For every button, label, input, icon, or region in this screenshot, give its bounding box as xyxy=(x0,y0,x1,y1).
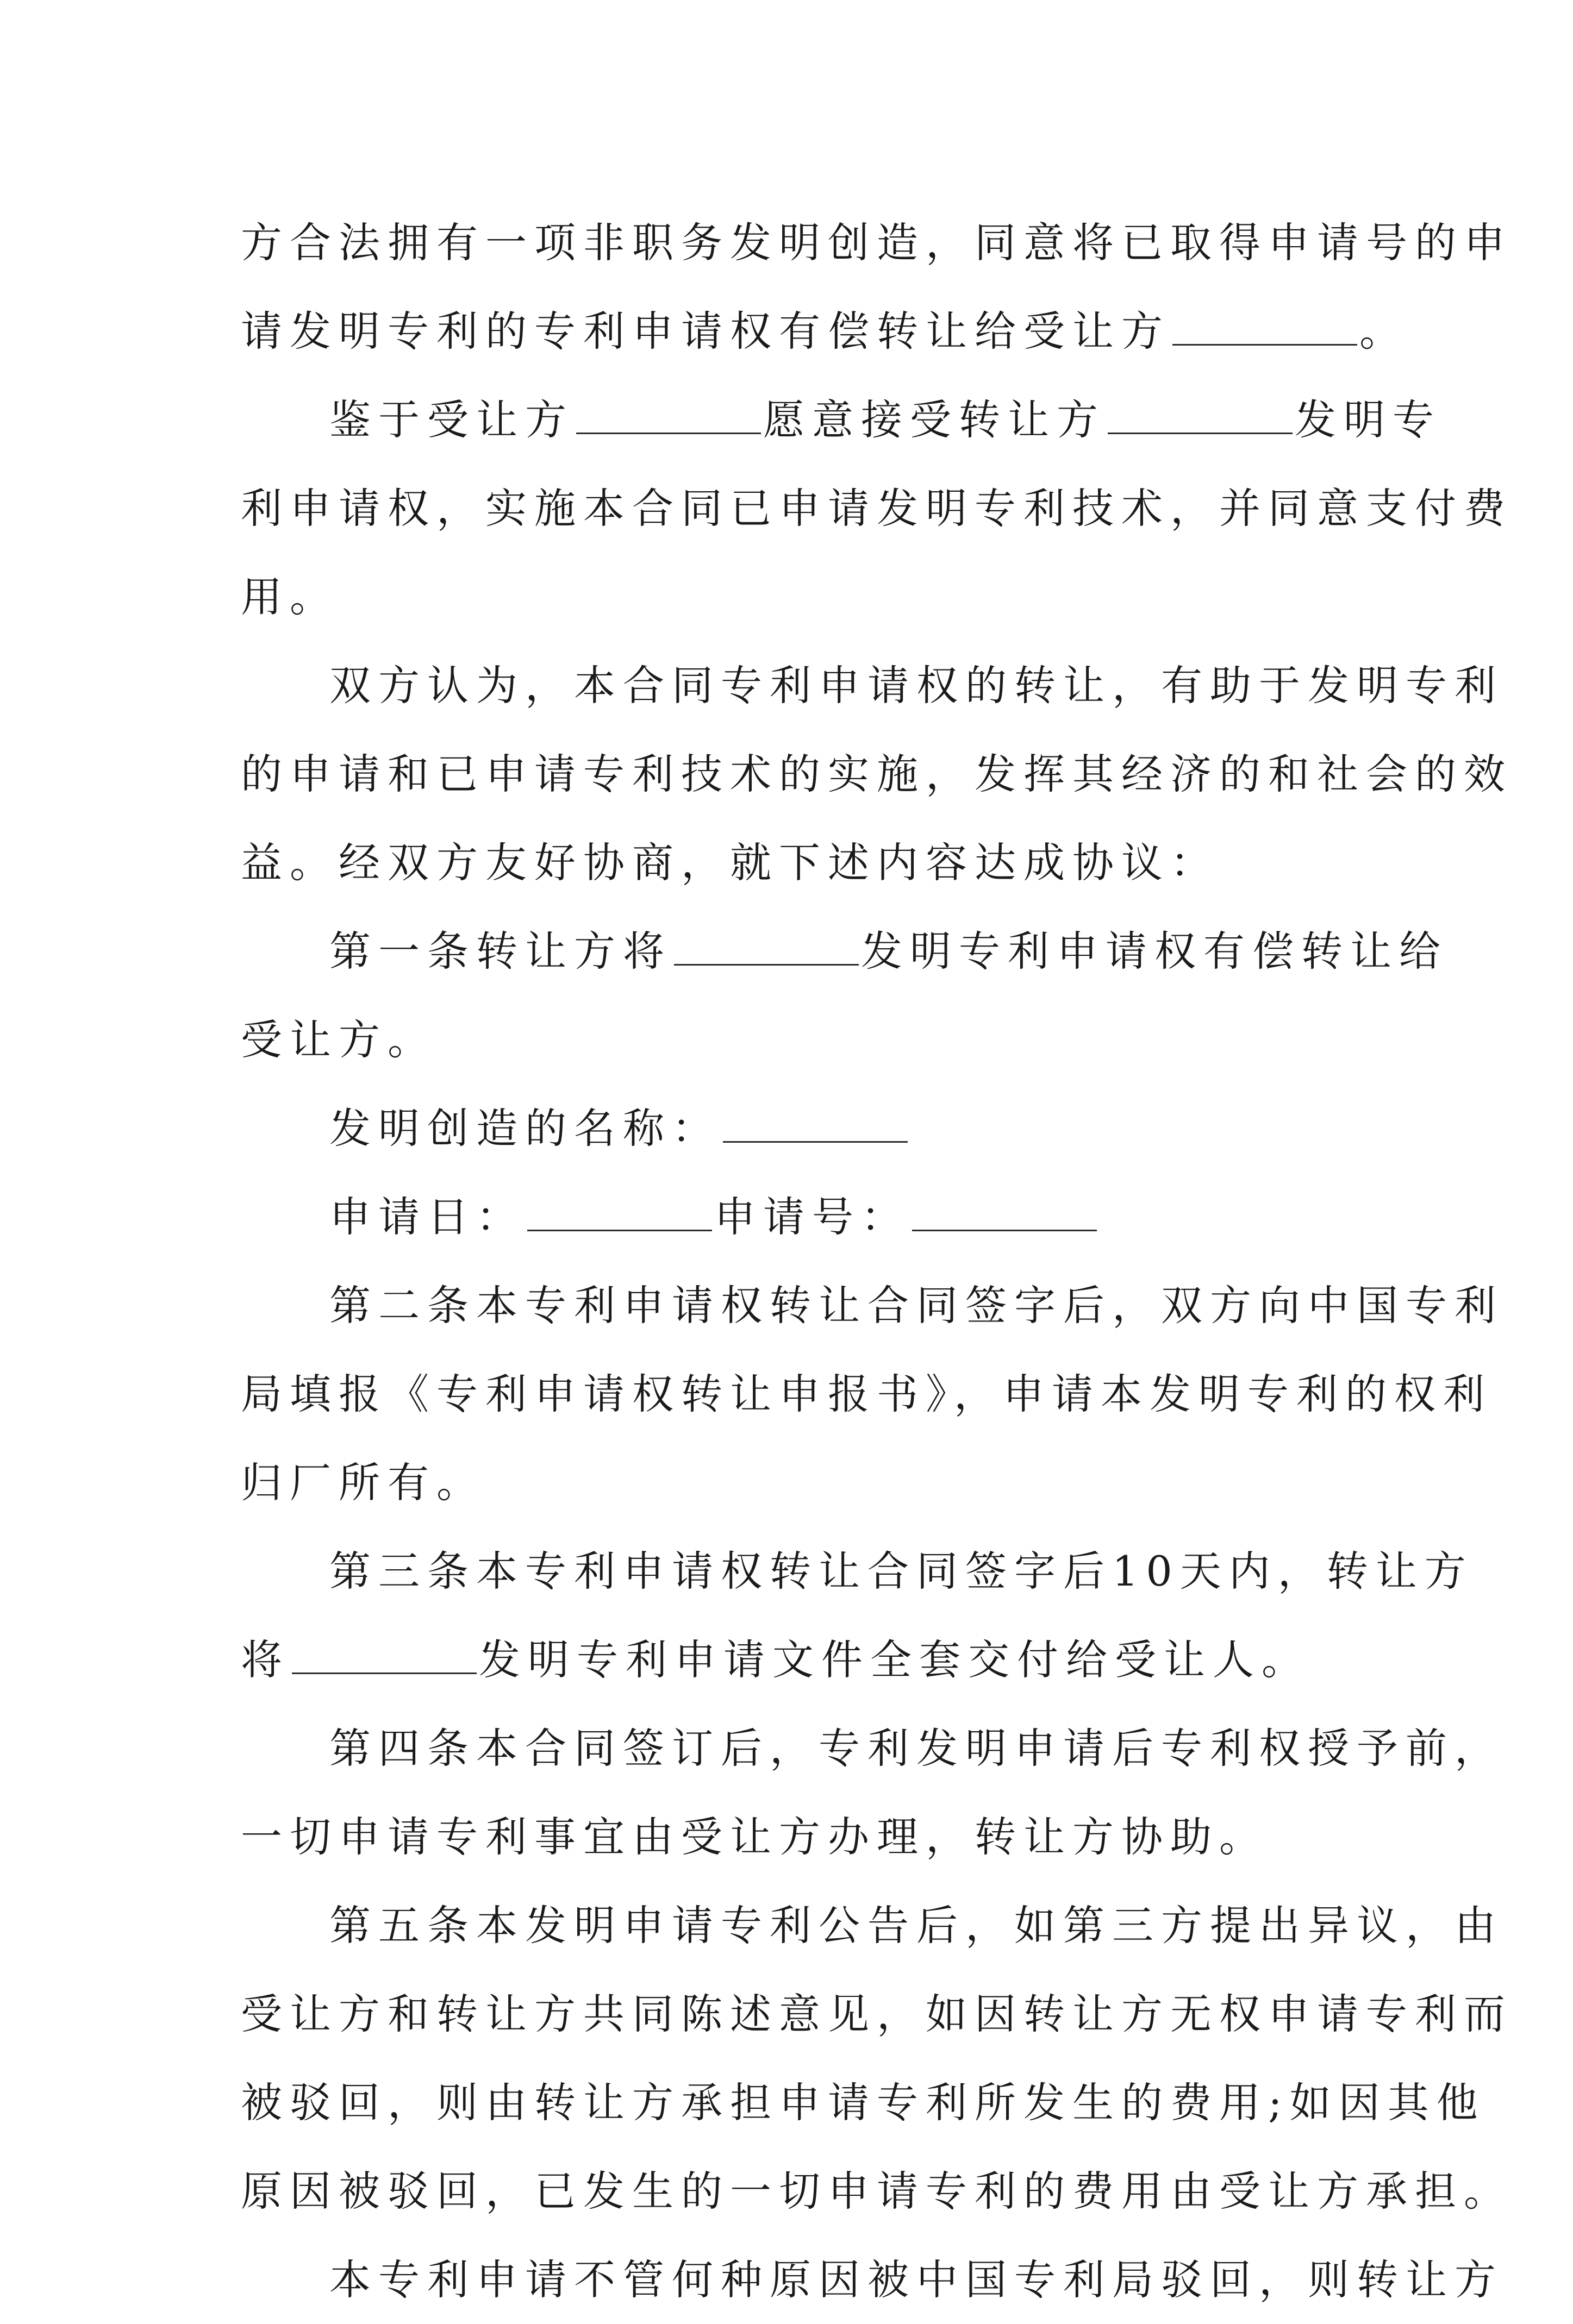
fill-in-blank xyxy=(292,1632,477,1674)
text-segment: 益。经双方友好协商，就下述内容达成协议： xyxy=(241,838,1219,887)
text-line xyxy=(241,375,1441,464)
text-segment: 受让方。 xyxy=(241,1016,436,1064)
fill-in-blank xyxy=(527,1189,712,1231)
text-segment: 用。 xyxy=(241,573,339,621)
text-segment: 本专利申请不管何种原因被中国专利局驳回，则转让方 xyxy=(329,2256,1503,2304)
text-line xyxy=(241,287,1408,375)
text-segment: 请发明专利的专利申请权有偿转让给受让方 xyxy=(241,307,1170,355)
text-line xyxy=(241,2147,1513,2235)
fill-in-blank xyxy=(723,1101,908,1143)
fill-in-blank xyxy=(576,392,761,434)
text-line xyxy=(241,2235,1503,2324)
text-segment: 第二条本专利申请权转让合同签字后，双方向中国专利 xyxy=(329,1281,1503,1330)
text-segment: 第三条本专利申请权转让合同签字后10天内，转让方 xyxy=(329,1547,1474,1595)
text-segment: 第一条转让方将 xyxy=(329,927,672,975)
text-line xyxy=(241,1084,1344,1173)
text-segment: 申请号： xyxy=(714,1193,910,1241)
text-line xyxy=(241,1527,1474,1615)
fill-in-blank xyxy=(912,1189,1097,1231)
text-segment: 发明专利申请文件全套交付给受让人。 xyxy=(479,1636,1310,1684)
text-segment: 归厂所有。 xyxy=(241,1458,485,1507)
fill-in-blank xyxy=(1172,304,1357,346)
document-page xyxy=(241,198,1513,2324)
text-line xyxy=(241,995,1344,1084)
text-line xyxy=(241,1793,1344,1881)
text-line xyxy=(241,1615,1344,1704)
text-segment: 受让方和转让方共同陈述意见，如因转让方无权申请专利而 xyxy=(241,1990,1513,2038)
text-line xyxy=(241,2058,1485,2147)
text-line xyxy=(241,1173,1344,1261)
text-line xyxy=(241,553,1344,641)
text-segment: 方合法拥有一项非职务发明创造，同意将已取得申请号的申 xyxy=(241,218,1513,267)
text-line xyxy=(241,818,1344,907)
text-segment: 的申请和已申请专利技术的实施，发挥其经济的和社会的效 xyxy=(241,750,1513,798)
text-segment: 第五条本发明申请专利公告后，如第三方提出异议，由 xyxy=(329,1901,1503,1950)
text-segment: 利申请权，实施本合同已申请发明专利技术，并同意支付费 xyxy=(241,484,1513,533)
text-line xyxy=(241,1970,1513,2058)
text-line xyxy=(241,641,1503,730)
text-line xyxy=(241,1350,1492,1438)
text-segment: 发明专利申请权有偿转让给 xyxy=(861,927,1448,975)
fill-in-blank xyxy=(674,924,859,966)
text-segment: 第四条本合同签订后，专利发明申请后专利权授予前， xyxy=(329,1724,1503,1772)
text-segment: 愿意接受转让方 xyxy=(763,396,1106,444)
text-segment: 。 xyxy=(1359,307,1408,355)
text-line xyxy=(241,198,1513,287)
text-line xyxy=(241,1261,1503,1350)
text-line xyxy=(241,907,1448,995)
text-segment: 一切申请专利事宜由受让方办理，转让方协助。 xyxy=(241,1813,1268,1861)
text-segment: 鉴于受让方 xyxy=(329,396,574,444)
text-line xyxy=(241,1881,1503,1970)
text-segment: 原因被驳回，已发生的一切申请专利的费用由受让方承担。 xyxy=(241,2167,1513,2215)
fill-in-blank xyxy=(1108,392,1293,434)
text-line xyxy=(241,1704,1503,1793)
text-line xyxy=(241,1438,1344,1527)
text-segment: 双方认为，本合同专利申请权的转让，有助于发明专利 xyxy=(329,661,1503,710)
text-segment: 申请日： xyxy=(329,1193,525,1241)
text-segment: 被驳回，则由转让方承担申请专利所发生的费用;如因其他 xyxy=(241,2078,1485,2127)
text-segment: 局填报《专利申请权转让申报书》，申请本发明专利的权利 xyxy=(241,1370,1492,1418)
text-segment: 发明创造的名称： xyxy=(329,1104,721,1152)
text-line xyxy=(241,464,1513,553)
text-line xyxy=(241,730,1513,818)
text-segment: 将 xyxy=(241,1636,290,1684)
text-segment: 发明专 xyxy=(1295,396,1441,444)
